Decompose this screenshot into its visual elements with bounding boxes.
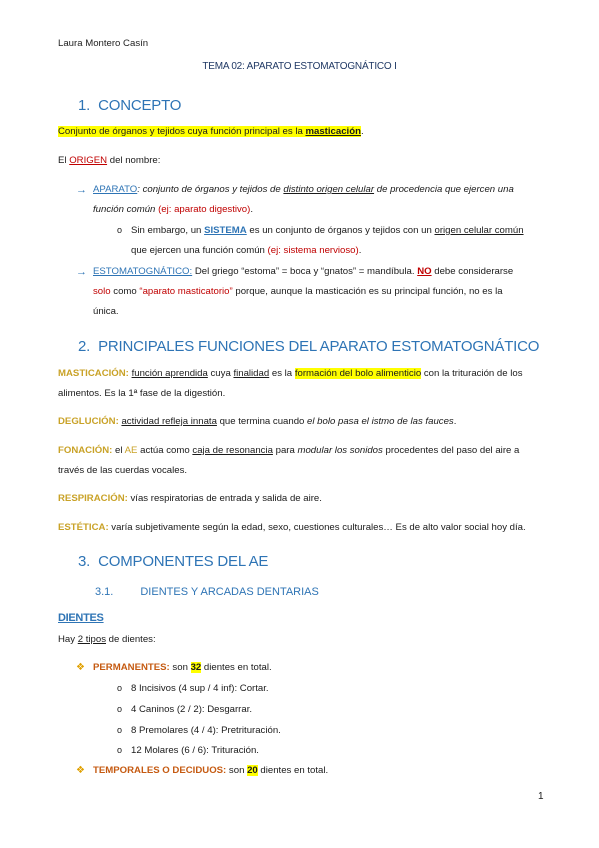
estomatognatico-text-b: debe considerarse [431, 266, 514, 277]
diamond-bullet-icon: ❖ [76, 662, 85, 673]
sistema-text-c: es un conjunto de órganos y tejidos con un [246, 225, 435, 236]
masticacion-line-1 [58, 368, 523, 379]
temporales-line [93, 765, 328, 776]
estetica-text: varía subjetivamente según la edad, sexo, cuestiones culturales… Es de alto valor social hoy día. [108, 522, 526, 533]
section-2-heading [78, 338, 539, 355]
estomatognatico-line-1 [93, 266, 513, 277]
permanentes-text-a: son [169, 662, 191, 673]
tipos-text-c: de dientes: [106, 634, 156, 645]
sistema-line-2 [131, 245, 361, 256]
fonacion-text-a: el [112, 445, 125, 456]
permanentes-text-b: dientes en total. [201, 662, 272, 673]
aparato-line-1 [93, 184, 514, 195]
fonacion-line-1 [58, 445, 519, 456]
circle-bullet-icon: o [117, 704, 123, 714]
circle-bullet-icon: o [117, 725, 123, 735]
aparato-line2-a: función común [93, 204, 156, 215]
section-3-title: COMPONENTES DEL AE [98, 553, 269, 570]
masticacion-text-f: con la trituración de los [421, 368, 523, 379]
permanentes-count: 32 [190, 662, 202, 673]
concept-definition [58, 126, 364, 137]
sistema-line2-a: que ejercen una función común [131, 245, 268, 256]
subsection-number: 3.1. [95, 586, 114, 598]
sistema-example: (ej: sistema nervioso) [267, 245, 359, 256]
section-2-number: 2. [78, 338, 91, 355]
respiracion-text: vías respiratorias de entrada y salida de aire. [127, 493, 322, 504]
permanentes-term: PERMANENTES: [93, 662, 170, 673]
estetica-term: ESTÉTICA: [58, 522, 109, 533]
circle-bullet-icon: o [117, 745, 123, 755]
estomatognatico-quote: “aparato masticatorio” [139, 286, 233, 297]
fonacion-line-2: través de las cuerdas vocales. [58, 465, 188, 476]
estomatognatico-line2-d: porque, aunque la masticación es su principal función, no es la [232, 286, 503, 297]
page-number: 1 [538, 791, 544, 802]
masticacion-highlight: formación del bolo alimenticio [294, 368, 422, 379]
document-title: TEMA 02: APARATO ESTOMATOGNÁTICO I [202, 61, 397, 72]
fonacion-text-c: actúa como [137, 445, 193, 456]
respiracion-term: RESPIRACIÓN: [58, 493, 128, 504]
respiracion-line [58, 493, 322, 504]
origin-keyword: ORIGEN [69, 155, 108, 166]
tipos-line [58, 634, 156, 645]
section-2-title: PRINCIPALES FUNCIONES DEL APARATO ESTOMATOGNÁTICO [98, 338, 540, 355]
circle-bullet-icon: o [117, 683, 123, 693]
sistema-line-1 [131, 225, 524, 236]
estomatognatico-text-a: Del griego “estoma” = boca y “gnatos” = mandíbula. [192, 266, 418, 277]
aparato-line2-c: . [250, 204, 253, 215]
masticacion-text-b: cuya [207, 368, 234, 379]
deglucion-term: DEGLUCIÓN: [58, 416, 119, 427]
aparato-example: (ej: aparato digestivo) [155, 204, 251, 215]
aparato-text-a: : conjunto de órganos y tejidos de [137, 184, 284, 195]
arrow-bullet-icon: → [76, 184, 87, 196]
author-name: Laura Montero Casín [58, 38, 149, 49]
temporales-text-b: dientes en total. [257, 765, 329, 776]
origin-text-a: El [58, 155, 70, 166]
section-3-number: 3. [78, 553, 91, 570]
estomatognatico-no: NO [417, 266, 432, 277]
fonacion-text-g: procedentes del paso del aire a [382, 445, 520, 456]
fonacion-term: FONACIÓN: [58, 445, 113, 456]
temporales-count: 20 [247, 765, 258, 776]
masticacion-text-c: finalidad [233, 368, 270, 379]
aparato-text-b: distinto origen celular [283, 184, 375, 195]
estomatognatico-term: ESTOMATOGNÁTICO: [93, 266, 193, 277]
fonacion-ae: AE [124, 445, 138, 456]
estomatognatico-solo: solo [93, 286, 111, 297]
estomatognatico-line2-b: como [110, 286, 140, 297]
section-1-title: CONCEPTO [98, 97, 182, 114]
permanentes-line [93, 662, 272, 673]
circle-bullet-icon: o [117, 225, 123, 235]
dientes-heading: DIENTES [58, 612, 104, 624]
tipos-text-a: Hay [58, 634, 78, 645]
deglucion-text-a: actividad refleja innata [121, 416, 217, 427]
estomatognatico-line-2 [93, 286, 503, 297]
subsection-3-1-heading [95, 586, 319, 598]
permanentes-item: 8 Premolares (4 / 4): Pretrituración. [131, 725, 281, 736]
sistema-line2-c: . [358, 245, 362, 256]
definition-keyword: masticación [305, 126, 361, 137]
arrow-bullet-icon: → [76, 266, 87, 278]
estomatognatico-line-3: única. [93, 306, 119, 317]
origin-line [58, 155, 160, 166]
aparato-text-c: de procedencia que ejercen una [374, 184, 514, 195]
fonacion-text-e: para [272, 445, 298, 456]
deglucion-text-c: el bolo pasa el istmo de las fauces [307, 416, 454, 427]
masticacion-text-d: es la [269, 368, 295, 379]
deglucion-line [58, 416, 456, 427]
section-3-heading [78, 553, 268, 570]
fonacion-text-f: modular los sonidos [297, 445, 383, 456]
sistema-text-d: origen celular común [434, 225, 524, 236]
temporales-text-a: son [226, 765, 248, 776]
fonacion-text-d: caja de resonancia [192, 445, 273, 456]
sistema-text-a: Sin embargo, un [131, 225, 205, 236]
aparato-line-2 [93, 204, 253, 215]
estetica-line [58, 522, 526, 533]
permanentes-item: 12 Molares (6 / 6): Trituración. [131, 745, 259, 756]
masticacion-line-2: alimentos. Es la 1ª fase de la digestión. [58, 388, 226, 399]
sistema-term: SISTEMA [204, 225, 247, 236]
definition-text: Conjunto de órganos y tejidos cuya función principal es la [58, 126, 306, 137]
definition-period: . [360, 126, 364, 137]
section-1-heading [78, 97, 181, 114]
masticacion-text-a: función aprendida [131, 368, 208, 379]
diamond-bullet-icon: ❖ [76, 765, 85, 776]
origin-text-c: del nombre: [107, 155, 161, 166]
subsection-title: DIENTES Y ARCADAS DENTARIAS [140, 586, 319, 598]
temporales-term: TEMPORALES O DECIDUOS: [93, 765, 227, 776]
permanentes-item: 4 Caninos (2 / 2): Desgarrar. [131, 704, 253, 715]
tipos-text-b: 2 tipos [77, 634, 107, 645]
masticacion-term: MASTICACIÓN: [58, 368, 129, 379]
permanentes-item: 8 Incisivos (4 sup / 4 inf): Cortar. [131, 683, 269, 694]
deglucion-text-d: . [453, 416, 457, 427]
section-1-number: 1. [78, 97, 91, 114]
deglucion-text-b: que termina cuando [216, 416, 308, 427]
aparato-term: APARATO [93, 184, 138, 195]
